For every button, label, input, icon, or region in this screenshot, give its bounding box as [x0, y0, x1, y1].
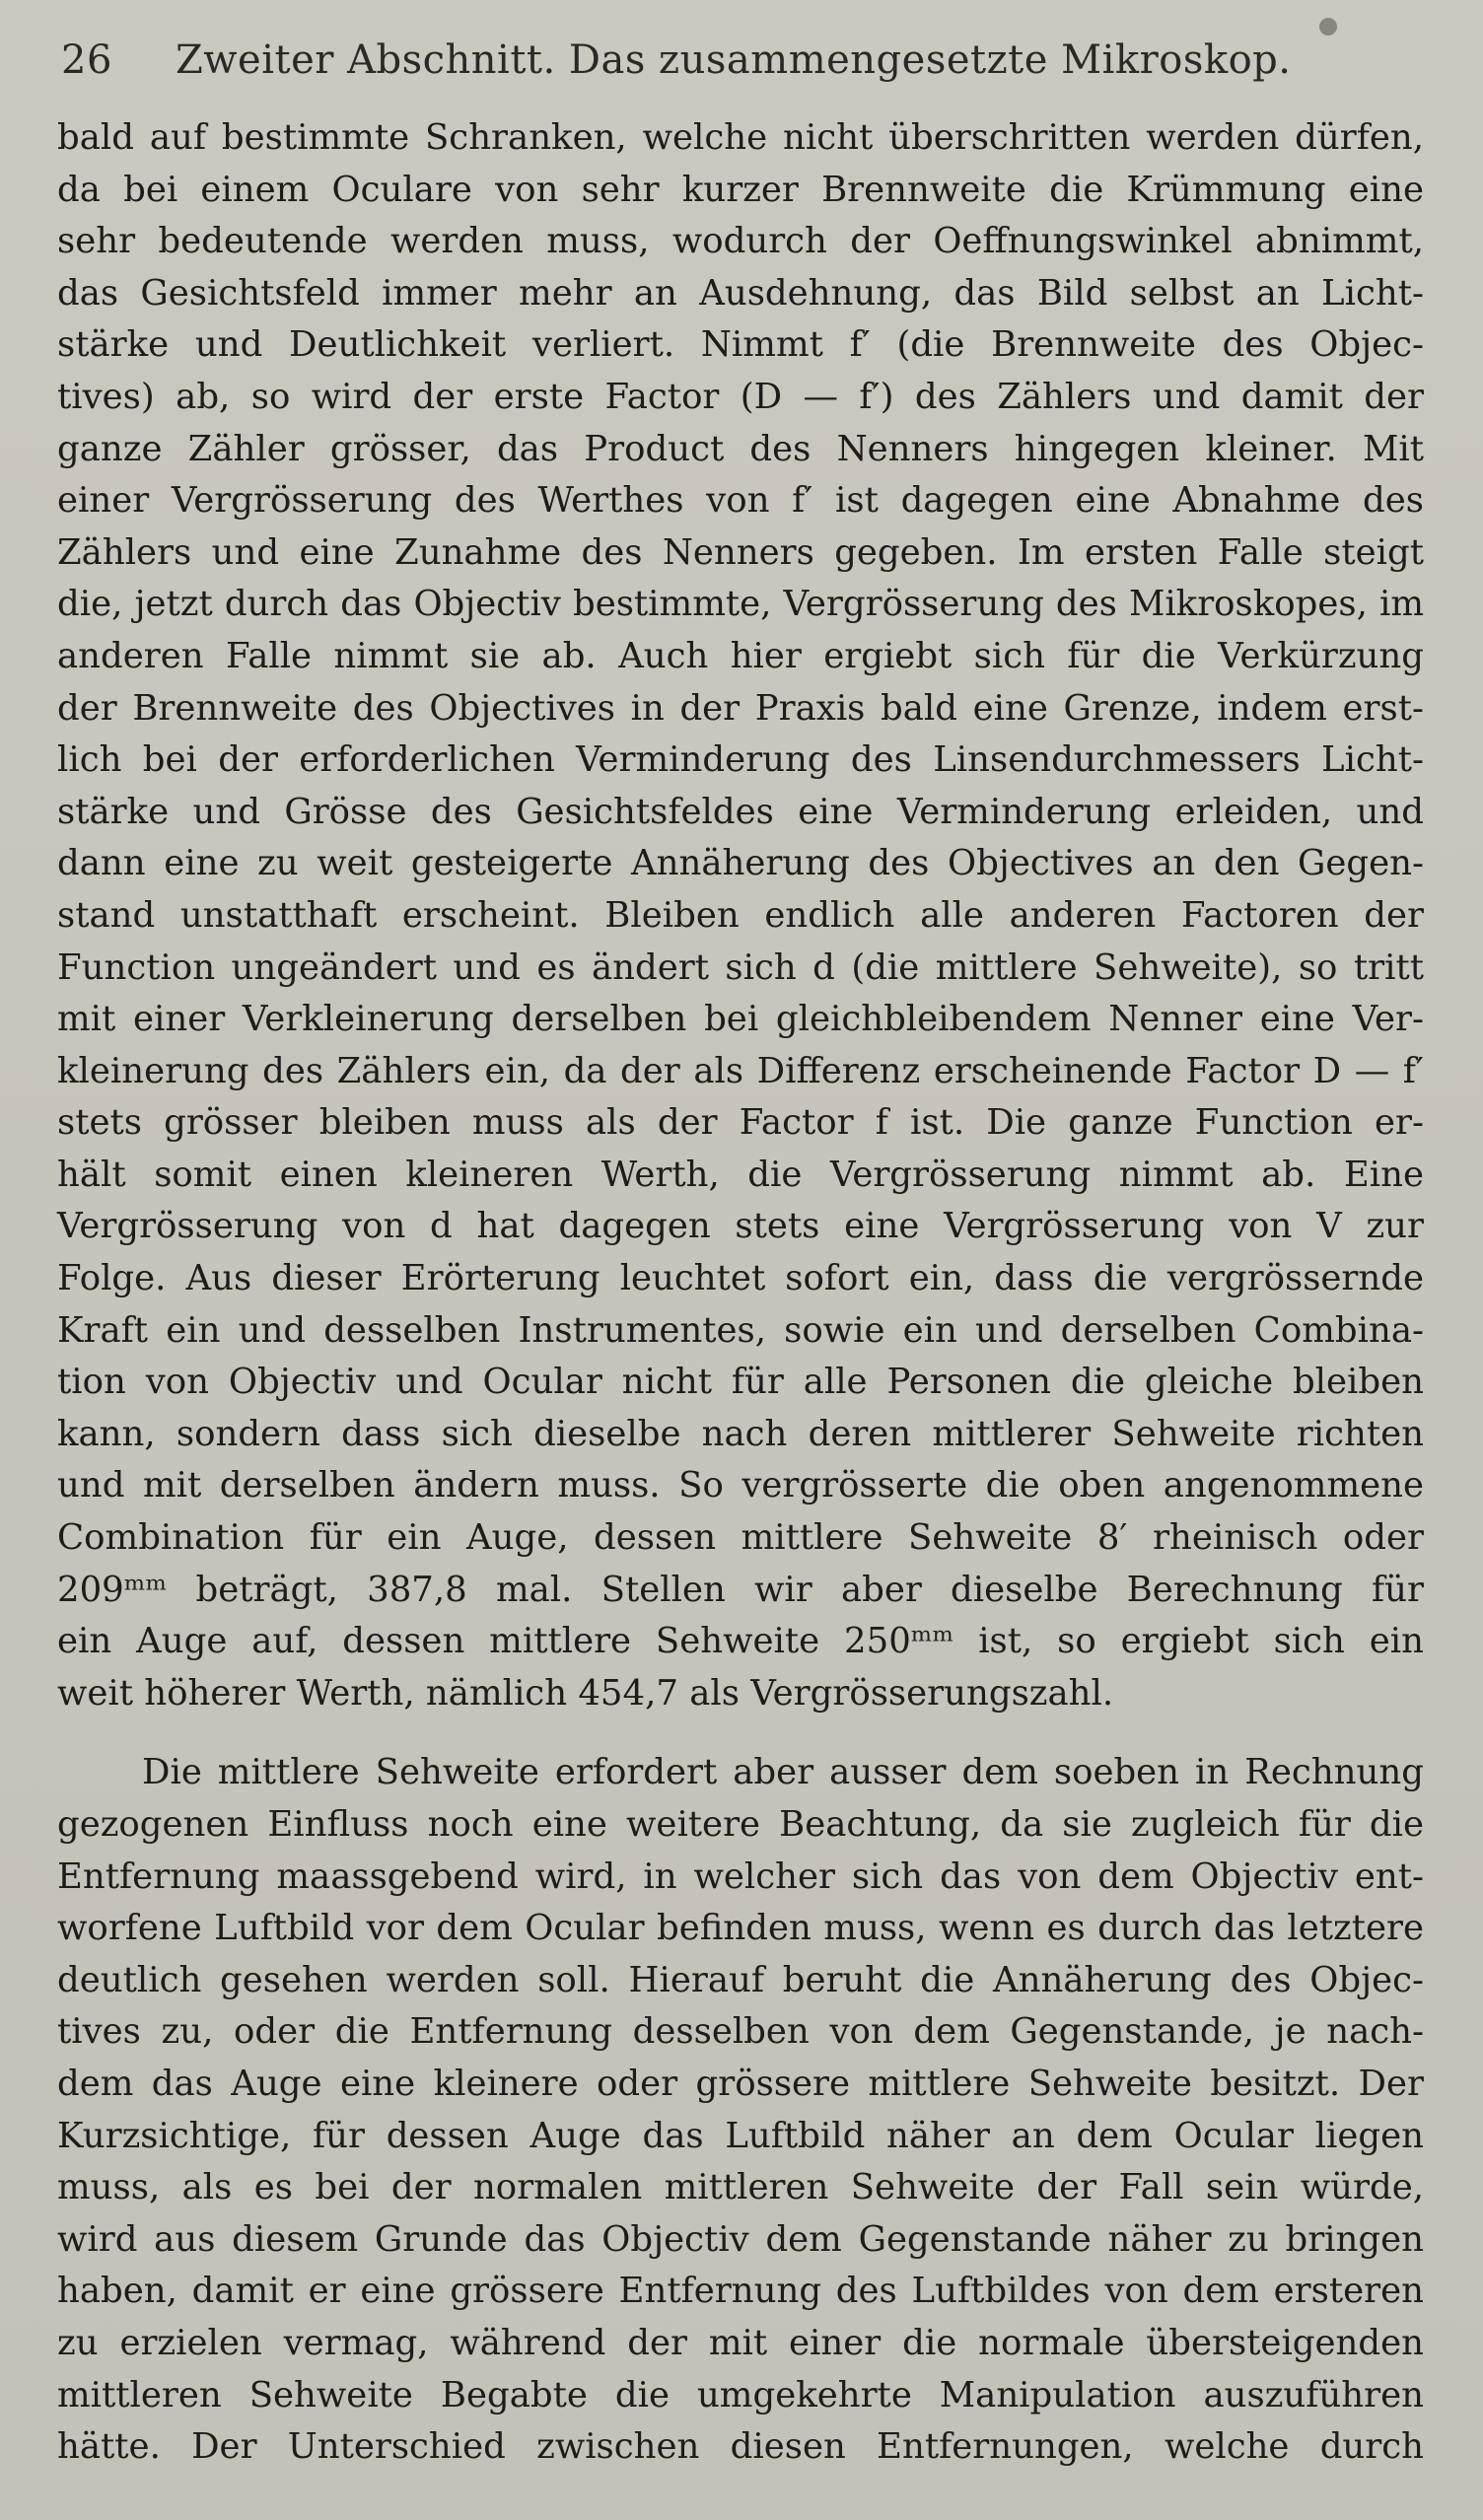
body-text — [57, 112, 1424, 2474]
text-line: Combination für ein Auge, dessen mittlere Sehweite 8′ rheinisch oder — [57, 1517, 1424, 1559]
text-line: kann, sondern dass sich dieselbe nach deren mittlerer Sehweite richten — [57, 1413, 1424, 1454]
text-line: stärke und Deutlichkeit verliert. Nimmt f′ (die Brennweite des Objec- — [57, 324, 1424, 366]
text-line: deutlich gesehen werden soll. Hierauf beruht die Annäherung des Objec- — [57, 1959, 1424, 2000]
text-line: lich bei der erforderlichen Verminderung des Linsendurchmessers Licht- — [57, 739, 1424, 781]
text-line: worfene Luftbild vor dem Ocular befinden muss, wenn es durch das letztere — [57, 1908, 1424, 1949]
text-line: sehr bedeutende werden muss, wodurch der Oeffnungswinkel abnimmt, — [57, 221, 1424, 262]
text-line: 209ᵐᵐ beträgt, 387,8 mal. Stellen wir aber dieselbe Berechnung für — [57, 1569, 1424, 1610]
running-head — [57, 37, 1424, 93]
text-line: wird aus diesem Grunde das Objectiv dem Gegenstande näher zu bringen — [57, 2218, 1424, 2260]
text-line: mittleren Sehweite Begabte die umgekehrte Manipulation auszuführen — [57, 2374, 1424, 2415]
text-line: weit höherer Werth, nämlich 454,7 als Vergrösserungszahl. — [57, 1672, 1114, 1714]
text-line: der Brennweite des Objectives in der Praxis bald eine Grenze, indem erst- — [57, 687, 1424, 729]
text-line: stärke und Grösse des Gesichtsfeldes eine Verminderung erleiden, und — [57, 791, 1424, 832]
text-line: einer Vergrösserung des Werthes von f′ ist dagegen eine Abnahme des — [57, 480, 1424, 522]
text-line: Function ungeändert und es ändert sich d (die mittlere Sehweite), so tritt — [57, 946, 1424, 988]
text-line: ein Auge auf, dessen mittlere Sehweite 250ᵐᵐ ist, so ergiebt sich ein — [57, 1621, 1424, 1662]
text-line: Folge. Aus dieser Erörterung leuchtet sofort ein, dass die vergrössernde — [57, 1258, 1424, 1299]
text-line: hält somit einen kleineren Werth, die Vergrösserung nimmt ab. Eine — [57, 1154, 1424, 1195]
text-line: Entfernung maassgebend wird, in welcher sich das von dem Objectiv ent- — [57, 1855, 1424, 1897]
text-line: Die mittlere Sehweite erfordert aber ausser dem soeben in Rechnung — [142, 1752, 1424, 1793]
text-line: Zählers und eine Zunahme des Nenners gegeben. Im ersten Falle steigt — [57, 531, 1424, 573]
page-number: 26 — [61, 37, 112, 83]
text-line: dem das Auge eine kleinere oder grössere mittlere Sehweite besitzt. Der — [57, 2063, 1424, 2104]
text-line: muss, als es bei der normalen mittleren Sehweite der Fall sein würde, — [57, 2167, 1424, 2208]
text-line: Kraft ein und desselben Instrumentes, sowie ein und derselben Combina- — [57, 1309, 1424, 1351]
text-line: stand unstatthaft erscheint. Bleiben endlich alle anderen Factoren der — [57, 894, 1424, 936]
ink-speck — [1319, 18, 1337, 35]
text-line: bald auf bestimmte Schranken, welche nicht überschritten werden dürfen, — [57, 117, 1424, 158]
text-line: anderen Falle nimmt sie ab. Auch hier ergiebt sich für die Verkürzung — [57, 635, 1424, 676]
text-line: tives) ab, so wird der erste Factor (D — f′) des Zählers und damit der — [57, 376, 1424, 417]
paragraph — [57, 112, 1424, 1719]
text-line: gezogenen Einfluss noch eine weitere Beachtung, da sie zugleich für die — [57, 1804, 1424, 1845]
text-line: tives zu, oder die Entfernung desselben von dem Gegenstande, je nach- — [57, 2011, 1424, 2053]
text-line: zu erzielen vermag, während der mit einer die normale übersteigenden — [57, 2322, 1424, 2363]
text-line: kleinerung des Zählers ein, da der als Differenz erscheinende Factor D — f′ — [57, 1050, 1424, 1091]
text-line: Vergrösserung von d hat dagegen stets eine Vergrösserung von V zur — [57, 1206, 1424, 1247]
running-head-title: Zweiter Abschnitt. Das zusammengesetzte Mikroskop. — [176, 37, 1292, 83]
paragraph — [57, 1747, 1424, 2473]
text-line: das Gesichtsfeld immer mehr an Ausdehnung, das Bild selbst an Licht- — [57, 272, 1424, 314]
text-line: tion von Objectiv und Ocular nicht für alle Personen die gleiche bleiben — [57, 1362, 1424, 1403]
paragraph-gap — [57, 1719, 1424, 1747]
text-line: da bei einem Oculare von sehr kurzer Brennweite die Krümmung eine — [57, 169, 1424, 210]
text-line: mit einer Verkleinerung derselben bei gleichbleibendem Nenner eine Ver- — [57, 999, 1424, 1040]
text-line: hätte. Der Unterschied zwischen diesen Entfernungen, welche durch — [57, 2426, 1424, 2468]
text-line: ganze Zähler grösser, das Product des Nenners hingegen kleiner. Mit — [57, 428, 1424, 469]
text-line: die, jetzt durch das Objectiv bestimmte, Vergrösserung des Mikroskopes, im — [57, 584, 1424, 625]
text-line: stets grösser bleiben muss als der Factor f ist. Die ganze Function er- — [57, 1102, 1424, 1144]
text-line: haben, damit er eine grössere Entfernung des Luftbildes von dem ersteren — [57, 2271, 1424, 2312]
text-line: und mit derselben ändern muss. So vergrösserte die oben angenommene — [57, 1465, 1424, 1506]
text-line: dann eine zu weit gesteigerte Annäherung des Objectives an den Gegen- — [57, 843, 1424, 884]
text-line: Kurzsichtige, für dessen Auge das Luftbild näher an dem Ocular liegen — [57, 2115, 1424, 2156]
